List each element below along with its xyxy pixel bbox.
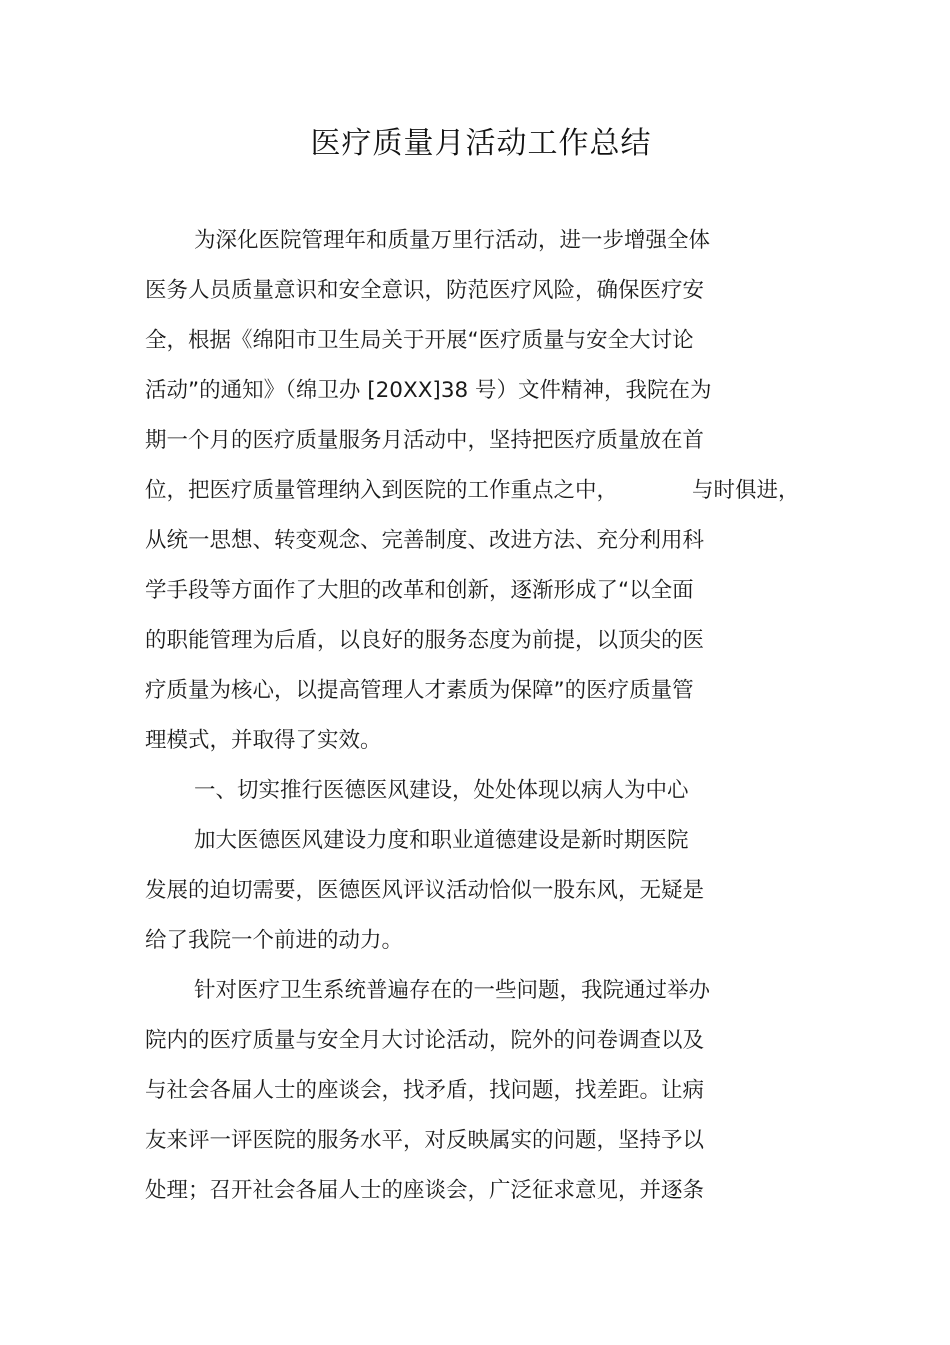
paragraph-line: 疗质量为核心，以提高管理人才素质为保障”的医疗质量管: [145, 678, 694, 703]
paragraph-line: 加大医德医风建设力度和职业道德建设是新时期医院: [194, 828, 689, 853]
paragraph-line: 位，把医疗质量管理纳入到医院的工作重点之中，: [145, 478, 619, 503]
paragraph-line: 与社会各届人士的座谈会，找矛盾，找问题，找差距。让病: [145, 1078, 705, 1103]
paragraph-line: 给了我院一个前进的动力。: [145, 928, 404, 953]
paragraph-line: 医务人员质量意识和安全意识，防范医疗风险，确保医疗安: [145, 278, 705, 303]
paragraph-line: 学手段等方面作了大胆的改革和创新，逐渐形成了“以全面: [145, 578, 694, 603]
paragraph-line: 为深化医院管理年和质量万里行活动，进一步增强全体: [194, 228, 711, 253]
paragraph-line: 理模式，并取得了实效。: [145, 728, 382, 753]
paragraph-line-tail: 与时俱进，: [692, 478, 800, 503]
paragraph-line: 友来评一评医院的服务水平，对反映属实的问题，坚持予以: [145, 1128, 705, 1153]
paragraph-line: 活动”的通知》（绵卫办 [20XX]38 号）文件精神，我院在为: [145, 378, 712, 403]
paragraph-line: 针对医疗卫生系统普遍存在的一些问题，我院通过举办: [194, 978, 711, 1003]
paragraph-line: 从统一思想、转变观念、完善制度、改进方法、充分利用科: [145, 528, 705, 553]
paragraph-line: 的职能管理为后盾，以良好的服务态度为前提，以顶尖的医: [145, 628, 705, 653]
paragraph-line: 发展的迫切需要，医德医风评议活动恰似一股东风，无疑是: [145, 878, 705, 903]
paragraph-line: 处理；召开社会各届人士的座谈会，广泛征求意见，并逐条: [145, 1178, 705, 1203]
document-title: 医疗质量月活动工作总结: [310, 126, 652, 161]
paragraph-line: 院内的医疗质量与安全月大讨论活动，院外的问卷调查以及: [145, 1028, 705, 1053]
paragraph-line: 全，根据《绵阳市卫生局关于开展“医疗质量与安全大讨论: [145, 328, 694, 353]
section-heading: 一、切实推行医德医风建设，处处体现以病人为中心: [194, 778, 689, 803]
paragraph-line: 期一个月的医疗质量服务月活动中，坚持把医疗质量放在首: [145, 428, 705, 453]
